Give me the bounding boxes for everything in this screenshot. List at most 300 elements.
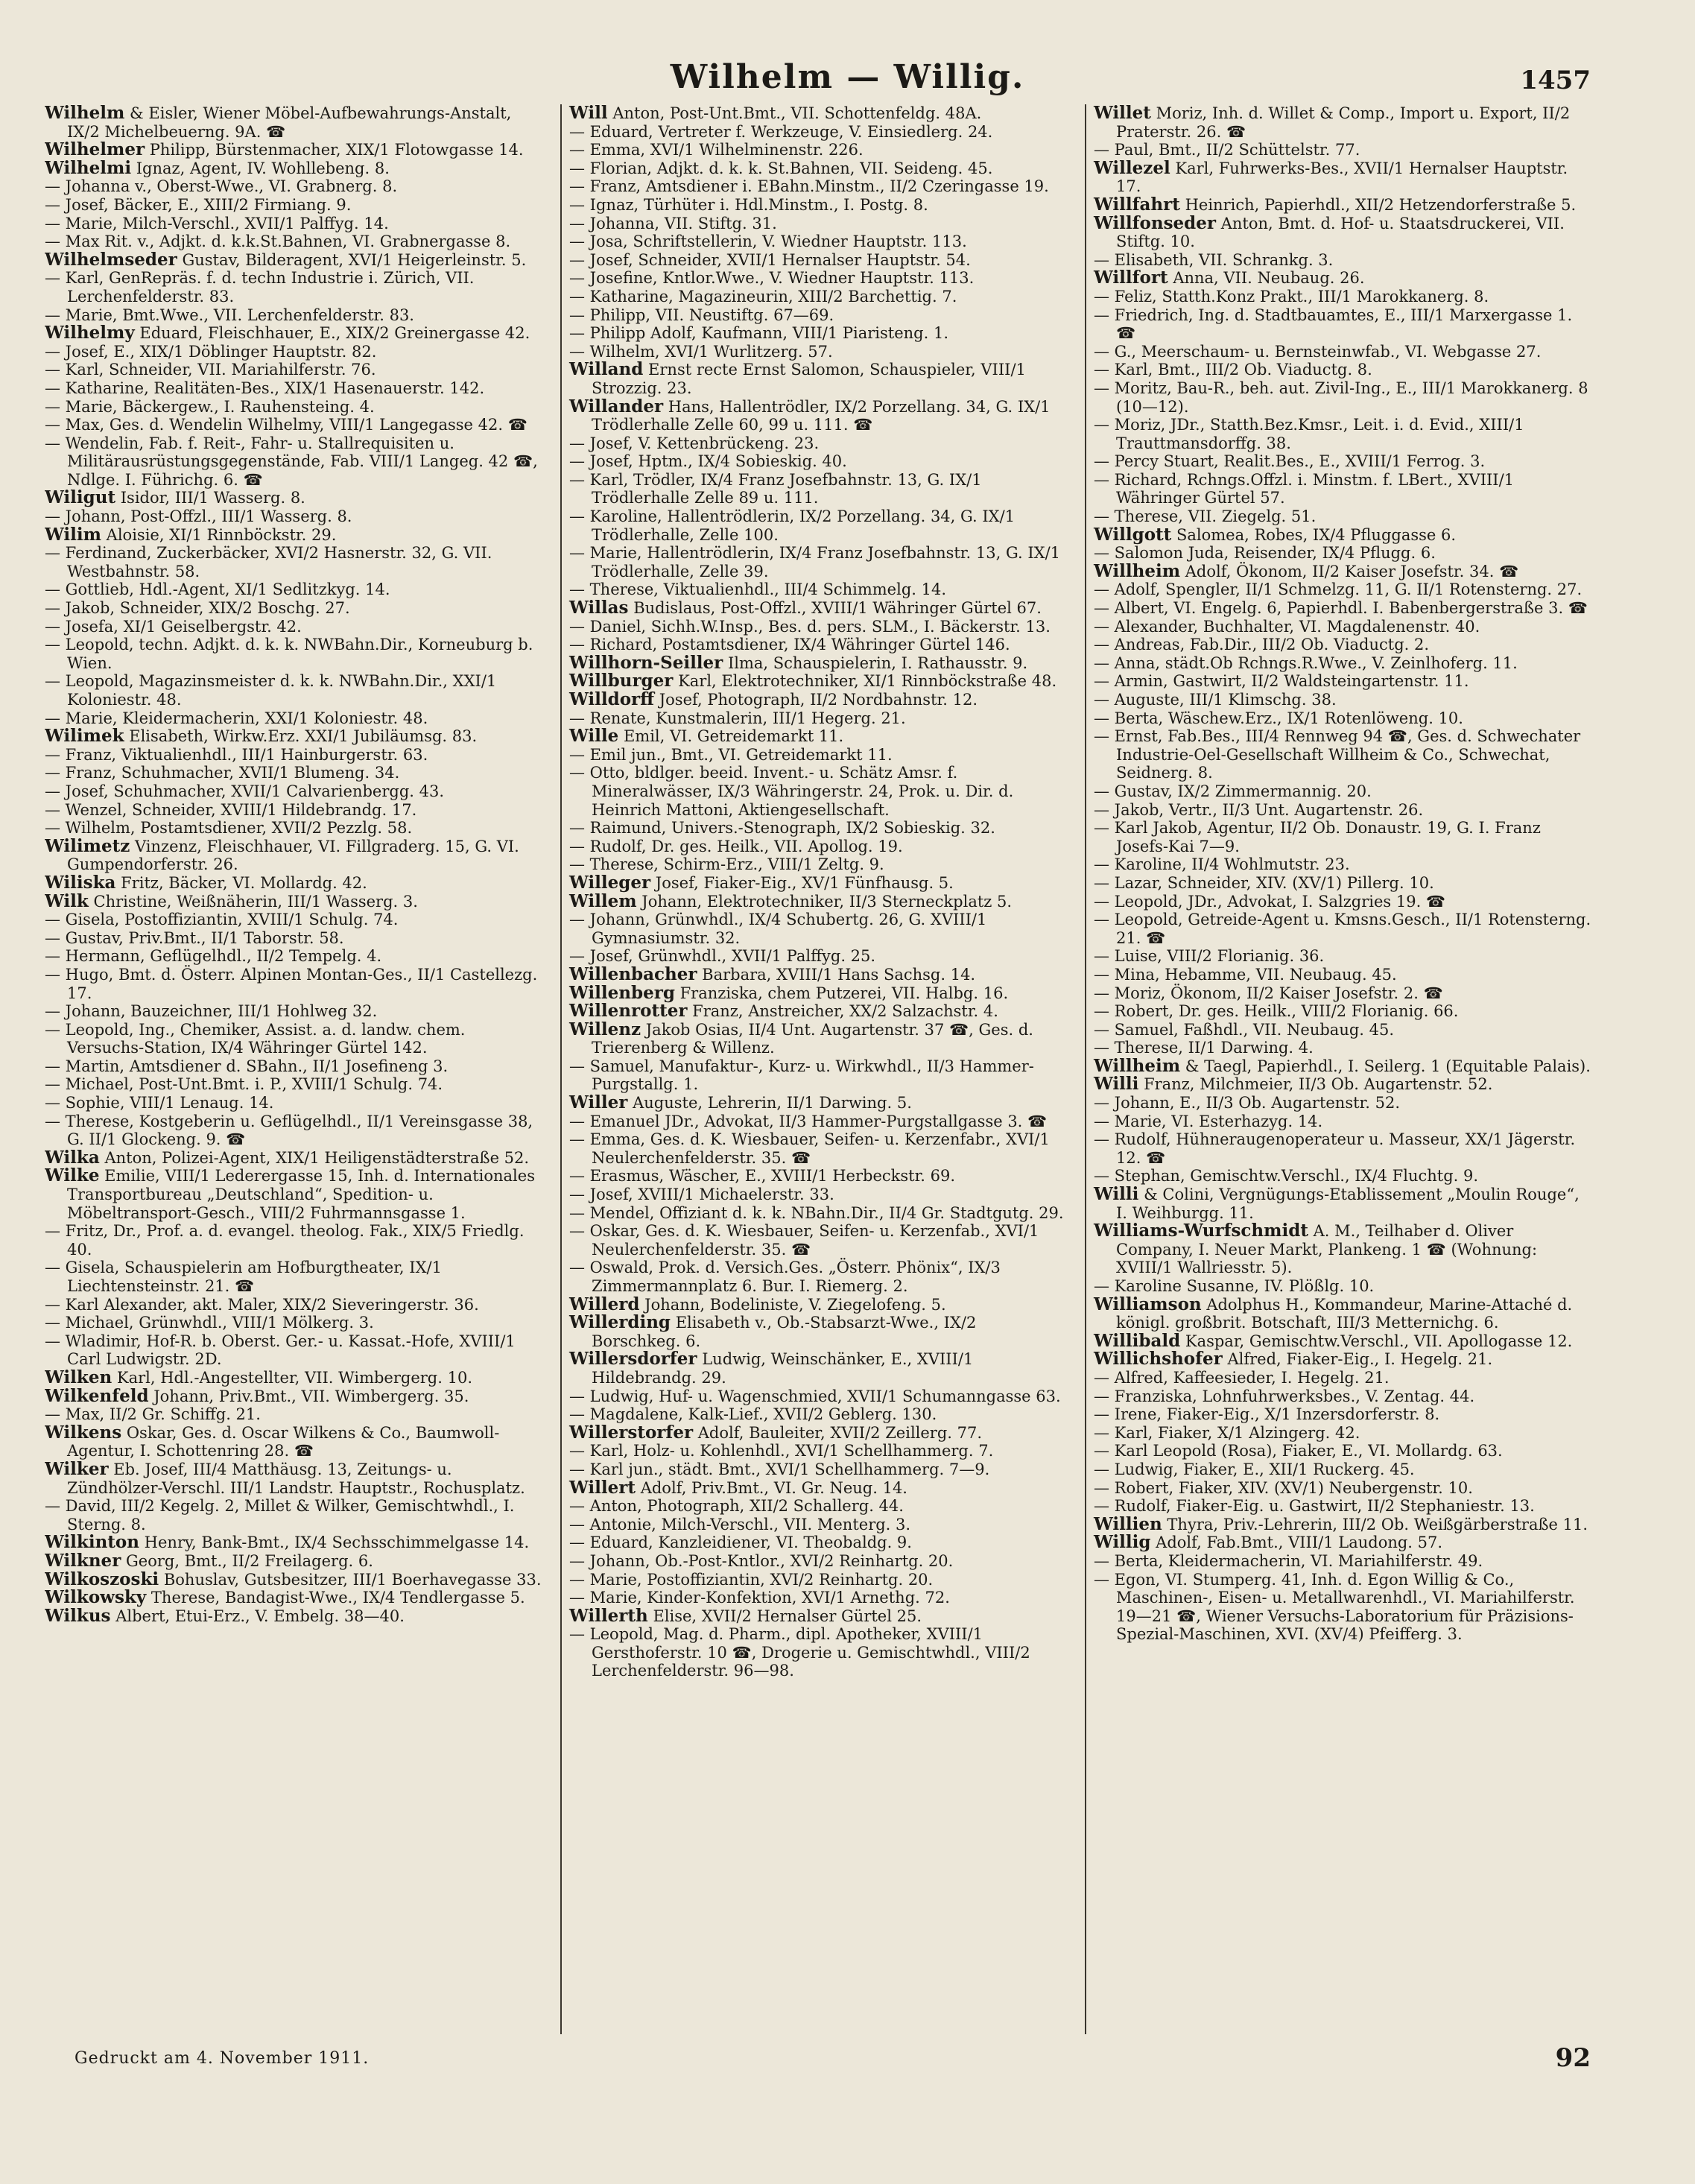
entry-surname: Willenberg bbox=[569, 982, 675, 1003]
directory-entry bbox=[1094, 893, 1594, 911]
entry-details: — Emanuel JDr., Advokat, II/3 Hammer-Purgstallgasse 3. ☎ bbox=[569, 1112, 1048, 1130]
directory-entry bbox=[1094, 1533, 1594, 1552]
directory-entry bbox=[1094, 874, 1594, 893]
directory-entry bbox=[1094, 1130, 1594, 1167]
entry-surname: Willer bbox=[569, 1092, 628, 1113]
entry-details: Adolf, Ökonom, II/2 Kaiser Josefstr. 34. ☎ bbox=[1185, 562, 1519, 580]
directory-entry bbox=[45, 1094, 545, 1112]
entry-surname: Wilkens bbox=[45, 1422, 122, 1443]
directory-entry bbox=[45, 835, 545, 874]
directory-entry bbox=[569, 1130, 1070, 1167]
directory-entry bbox=[1094, 560, 1594, 581]
directory-entry bbox=[569, 1405, 1070, 1424]
directory-entry bbox=[45, 1405, 545, 1424]
entry-surname: Willert bbox=[569, 1477, 636, 1498]
directory-entry bbox=[569, 764, 1070, 819]
directory-entry bbox=[569, 196, 1070, 215]
directory-entry bbox=[569, 838, 1070, 856]
entry-surname: Willig bbox=[1094, 1532, 1151, 1553]
directory-entry bbox=[45, 1296, 545, 1314]
directory-entry bbox=[45, 1112, 545, 1149]
entry-surname: Wilhelmi bbox=[45, 157, 132, 178]
entry-surname: Wilhelmseder bbox=[45, 249, 177, 270]
entry-details: — Auguste, III/1 Klimschg. 38. bbox=[1094, 691, 1337, 709]
directory-entry bbox=[1094, 507, 1594, 526]
directory-entry bbox=[45, 1607, 545, 1626]
directory-entry bbox=[569, 159, 1070, 178]
entry-details: Fritz, Bäcker, VI. Mollardg. 42. bbox=[121, 873, 367, 892]
directory-entry bbox=[1094, 1424, 1594, 1443]
entry-details: — Jakob, Schneider, XIX/2 Boschg. 27. bbox=[45, 599, 350, 618]
entry-details: — Therese, Schirm-Erz., VIII/1 Zeltg. 9. bbox=[569, 855, 884, 874]
directory-entry bbox=[569, 1021, 1070, 1057]
entry-details: — Josefa, XI/1 Geiselbergstr. 42. bbox=[45, 617, 302, 636]
entry-surname: Wilhelmer bbox=[45, 139, 145, 160]
directory-entry bbox=[569, 343, 1070, 361]
directory-entry bbox=[569, 672, 1070, 691]
entry-details: Elisabeth v., Ob.-Stabsarzt-Wwe., IX/2 Borschkeg. 6. bbox=[592, 1314, 977, 1350]
directory-entry bbox=[569, 1479, 1070, 1498]
entry-details: — Paul, Bmt., II/2 Schüttelstr. 77. bbox=[1094, 141, 1360, 159]
directory-entry bbox=[569, 1167, 1070, 1186]
directory-entry bbox=[1094, 580, 1594, 599]
directory-entry bbox=[45, 911, 545, 929]
entry-details: — Alfred, Kaffeesieder, I. Hegelg. 21. bbox=[1094, 1368, 1390, 1387]
entry-details: Eduard, Fleischhauer, E., XIX/2 Greinergasse 42. bbox=[139, 324, 530, 343]
directory-entry bbox=[1094, 819, 1594, 855]
entry-details: Thyra, Priv.-Lehrerin, III/2 Ob. Weißgärberstraße 11. bbox=[1167, 1515, 1588, 1533]
directory-entry bbox=[45, 232, 545, 251]
directory-entry bbox=[1094, 984, 1594, 1003]
directory-entry bbox=[569, 1057, 1070, 1094]
directory-entry bbox=[1094, 1039, 1594, 1057]
entry-details: Josef, Fiaker-Eig., XV/1 Fünfhausg. 5. bbox=[655, 873, 954, 892]
directory-entry bbox=[1094, 1222, 1594, 1277]
entry-details: — Philipp, VII. Neustiftg. 67—69. bbox=[569, 306, 834, 324]
entry-details: — Samuel, Faßhdl., VII. Neubaug. 45. bbox=[1094, 1020, 1395, 1039]
entry-details: Ignaz, Agent, IV. Wohllebeng. 8. bbox=[136, 159, 390, 177]
directory-entry bbox=[1094, 416, 1594, 452]
directory-entry bbox=[569, 1387, 1070, 1406]
entry-details: — Ludwig, Huf- u. Wagenschmied, XVII/1 Schumanngasse 63. bbox=[569, 1387, 1061, 1405]
directory-entry bbox=[1094, 1513, 1594, 1534]
directory-entry bbox=[1094, 288, 1594, 306]
entry-surname: Willem bbox=[569, 890, 637, 911]
entry-details: — Max, II/2 Gr. Schiffg. 21. bbox=[45, 1405, 261, 1424]
entry-details: — Johann, Post-Offzl., III/1 Wasserg. 8. bbox=[45, 507, 352, 526]
directory-entry bbox=[569, 855, 1070, 874]
directory-entry bbox=[1094, 1296, 1594, 1332]
directory-entry bbox=[569, 452, 1070, 471]
entry-surname: Willichshofer bbox=[1094, 1349, 1223, 1370]
directory-entry bbox=[1094, 1479, 1594, 1498]
directory-entry bbox=[569, 177, 1070, 196]
entry-details: — Robert, Fiaker, XIV. (XV/1) Neubergenstr. 10. bbox=[1094, 1478, 1473, 1497]
directory-entry bbox=[1094, 947, 1594, 966]
directory-entry bbox=[45, 1057, 545, 1076]
entry-details: — Johanna v., Oberst-Wwe., VI. Grabnerg. 8. bbox=[45, 177, 398, 196]
entry-details: Franz, Anstreicher, XX/2 Salzachstr. 4. bbox=[692, 1002, 998, 1021]
directory-entry bbox=[569, 1625, 1070, 1680]
entry-details: Therese, Bandagist-Wwe., IX/4 Tendlergasse 5. bbox=[151, 1589, 525, 1607]
entry-details: Ludwig, Weinschänker, E., XVIII/1 Hildebrandg. 29. bbox=[592, 1350, 974, 1387]
entry-details: — Robert, Dr. ges. Heilk., VIII/2 Florianig. 66. bbox=[1094, 1002, 1459, 1021]
directory-entry bbox=[45, 1002, 545, 1021]
entry-details: Christine, Weißnäherin, III/1 Wasserg. 3. bbox=[93, 892, 418, 911]
directory-entry bbox=[1094, 1350, 1594, 1369]
directory-entry bbox=[569, 580, 1070, 599]
directory-entry bbox=[45, 507, 545, 526]
entry-surname: Wilkenfeld bbox=[45, 1385, 149, 1406]
directory-entry bbox=[45, 343, 545, 361]
entry-details: — Emma, XVI/1 Wilhelminenstr. 226. bbox=[569, 141, 864, 159]
entry-details: — Eduard, Kanzleidiener, VI. Theobaldg. 9. bbox=[569, 1533, 912, 1552]
directory-entry bbox=[1094, 654, 1594, 673]
entry-surname: Wilkinton bbox=[45, 1532, 139, 1553]
entry-surname: Wille bbox=[569, 726, 619, 747]
entry-details: — Marie, Bmt.Wwe., VII. Lerchenfelderstr. 83. bbox=[45, 306, 414, 324]
directory-entry bbox=[45, 1589, 545, 1607]
entry-details: Elise, XVII/2 Hernalser Gürtel 25. bbox=[653, 1607, 922, 1625]
entry-details: — Leopold, Getreide-Agent u. Kmsns.Gesch., II/1 Rotensterng. 21. ☎ bbox=[1094, 911, 1591, 947]
entry-surname: Willfonseder bbox=[1094, 212, 1217, 233]
entry-surname: Wilkner bbox=[45, 1550, 121, 1571]
entry-details: — Michael, Grünwhdl., VIII/1 Mölkerg. 3. bbox=[45, 1314, 374, 1332]
directory-entry bbox=[569, 691, 1070, 709]
entry-surname: Willdorff bbox=[569, 689, 655, 709]
directory-entry bbox=[569, 1314, 1070, 1350]
entry-details: — Josef, Schuhmacher, XVII/1 Calvarienbergg. 43. bbox=[45, 782, 445, 800]
directory-entry bbox=[1094, 343, 1594, 361]
entry-details: Gustav, Bilderagent, XVI/1 Heigerleinstr. 5. bbox=[182, 250, 527, 269]
entry-details: Franziska, chem Putzerei, VII. Halbg. 16. bbox=[679, 984, 1009, 1002]
entry-details: Elisabeth, Wirkw.Erz. XXI/1 Jubiläumsg. 83. bbox=[129, 727, 478, 746]
directory-entry bbox=[569, 1094, 1070, 1112]
directory-entry bbox=[45, 215, 545, 233]
directory-entry bbox=[1094, 1075, 1594, 1094]
entry-details: Anton, Polizei-Agent, XIX/1 Heiligenstädterstraße 52. bbox=[104, 1148, 530, 1167]
entry-surname: Willerth bbox=[569, 1605, 648, 1626]
entry-details: — Oswald, Prok. d. Versich.Ges. „Österr. Phönix“, IX/3 Zimmermannplatz 6. Bur. I. Riemerg. 2. bbox=[569, 1259, 1001, 1295]
entry-details: — Karoline, Hallentrödlerin, IX/2 Porzellang. 34, G. IX/1 Trödlerhalle, Zelle 100. bbox=[569, 507, 1016, 544]
entry-details: — Sophie, VIII/1 Lenaug. 14. bbox=[45, 1094, 274, 1112]
directory-entry bbox=[1094, 251, 1594, 270]
entry-details: — Stephan, Gemischtw.Verschl., IX/4 Fluchtg. 9. bbox=[1094, 1167, 1479, 1186]
entry-details: Emil, VI. Getreidemarkt 11. bbox=[623, 727, 844, 746]
entry-details: — Feliz, Statth.Konz Prakt., III/1 Marokkanerg. 8. bbox=[1094, 287, 1489, 306]
directory-entry bbox=[1094, 911, 1594, 947]
entry-surname: Wiliska bbox=[45, 872, 116, 893]
entry-details: A. M., Teilhaber d. Oliver Company, I. Neuer Markt, Plankeng. 1 ☎ (Wohnung: XVIII/1 Wallriesstr. 5). bbox=[1116, 1222, 1538, 1277]
entry-details: — Ferdinand, Zuckerbäcker, XVI/2 Hasnerstr. 32, G. VII. Westbahnstr. 58. bbox=[45, 544, 492, 580]
directory-entry bbox=[45, 1332, 545, 1369]
entry-details: — Ludwig, Fiaker, E., XII/1 Ruckerg. 45. bbox=[1094, 1460, 1415, 1478]
entry-details: & Taegl, Papierhdl., I. Seilerg. 1 (Equitable Palais). bbox=[1185, 1057, 1591, 1075]
directory-entry bbox=[45, 1369, 545, 1387]
entry-details: — Karl Jakob, Agentur, II/2 Ob. Donaustr. 19, G. I. Franz Josefs-Kai 7—9. bbox=[1094, 819, 1541, 855]
entry-surname: Willet bbox=[1094, 104, 1151, 123]
directory-entry bbox=[569, 618, 1070, 636]
entry-details: — Therese, II/1 Darwing. 4. bbox=[1094, 1039, 1314, 1057]
entry-details: — Katharine, Magazineurin, XIII/2 Barchettig. 7. bbox=[569, 287, 957, 306]
directory-entry bbox=[45, 1222, 545, 1259]
directory-entry bbox=[45, 819, 545, 838]
directory-entry bbox=[569, 1296, 1070, 1314]
directory-entry bbox=[569, 636, 1070, 654]
directory-entry bbox=[1094, 691, 1594, 709]
entry-details: — Marie, Bäckergew., I. Rauhensteing. 4. bbox=[45, 397, 375, 416]
directory-entry bbox=[1094, 1002, 1594, 1021]
entry-surname: Willerstorfer bbox=[569, 1422, 694, 1443]
entry-details: Bohuslav, Gutsbesitzer, III/1 Boerhavegasse 33. bbox=[163, 1570, 542, 1589]
entry-details: — Irene, Fiaker-Eig., X/1 Inzersdorferstr. 8. bbox=[1094, 1405, 1440, 1424]
entry-details: & Eisler, Wiener Möbel-Aufbewahrungs-Anstalt, IX/2 Michelbeuerng. 9A. ☎ bbox=[67, 104, 512, 141]
directory-entry bbox=[45, 727, 545, 746]
directory-entry bbox=[569, 911, 1070, 947]
entry-details: Heinrich, Papierhdl., XII/2 Hetzendorferstraße 5. bbox=[1185, 195, 1577, 214]
entry-details: — Josef, Schneider, XVII/1 Hernalser Hauptstr. 54. bbox=[569, 250, 971, 269]
entry-details: Karl, Elektrotechniker, XI/1 Rinnböckstraße 48. bbox=[678, 672, 1057, 691]
entry-details: — Moriz, JDr., Statth.Bez.Kmsr., Leit. i. d. Evid., XIII/1 Trauttmansdorffg. 38. bbox=[1094, 416, 1524, 452]
entry-details: Alfred, Fiaker-Eig., I. Hegelg. 21. bbox=[1227, 1350, 1493, 1369]
entry-surname: Wilkoszoski bbox=[45, 1569, 159, 1589]
entry-details: — Max, Ges. d. Wendelin Wilhelmy, VIII/1 Langegasse 42. ☎ bbox=[45, 416, 527, 434]
entry-details: Ilma, Schauspielerin, I. Rathausstr. 9. bbox=[727, 653, 1028, 672]
entry-details: Anton, Bmt. d. Hof- u. Staatsdruckerei, VII. Stiftg. 10. bbox=[1116, 214, 1565, 251]
directory-entry bbox=[1094, 141, 1594, 159]
entry-surname: Willander bbox=[569, 396, 664, 417]
directory-entry bbox=[569, 727, 1070, 746]
directory-entry bbox=[1094, 269, 1594, 288]
entry-details: — Karl, GenRepräs. f. d. techn Industrie i. Zürich, VII. Lerchenfelderstr. 83. bbox=[45, 269, 475, 306]
directory-entry bbox=[45, 434, 545, 490]
directory-entry bbox=[1094, 966, 1594, 984]
directory-entry bbox=[1094, 1442, 1594, 1460]
entry-details: — Raimund, Univers.-Stenograph, IX/2 Sobieskig. 32. bbox=[569, 819, 995, 838]
directory-entry bbox=[45, 306, 545, 325]
entry-details: — Karl, Schneider, VII. Mariahilferstr. 76. bbox=[45, 361, 376, 379]
entry-details: — Franz, Amtsdiener i. EBahn.Minstm., II/2 Czeringasse 19. bbox=[569, 177, 1049, 196]
directory-entry bbox=[1094, 1094, 1594, 1112]
directory-entry bbox=[45, 1571, 545, 1589]
entry-details: — Karl, Fiaker, X/1 Alzingerg. 42. bbox=[1094, 1423, 1360, 1442]
entry-details: — Oskar, Ges. d. K. Wiesbauer, Seifen- u. Kerzenfab., XVI/1 Neulerchenfelderstr. 35. ☎ bbox=[569, 1222, 1039, 1259]
entry-details: Johann, Elektrotechniker, II/3 Sterneckplatz 5. bbox=[641, 892, 1013, 911]
entry-surname: Wilka bbox=[45, 1147, 100, 1168]
page-header-title: Wilhelm — Willig. bbox=[670, 58, 1025, 96]
entry-details: — Wenzel, Schneider, XVIII/1 Hildebrandg. 17. bbox=[45, 800, 417, 819]
entry-details: — Johann, Bauzeichner, III/1 Hohlweg 32. bbox=[45, 1002, 378, 1021]
entry-surname: Willhorn-Seiller bbox=[569, 652, 723, 673]
directory-entry bbox=[569, 232, 1070, 251]
entry-details: Ernst recte Ernst Salomon, Schauspieler, VIII/1 Strozzig. 23. bbox=[592, 361, 1026, 397]
directory-entry bbox=[569, 269, 1070, 288]
directory-entry bbox=[45, 636, 545, 672]
entry-details: Adolf, Priv.Bmt., VI. Gr. Neug. 14. bbox=[640, 1478, 907, 1497]
directory-entry bbox=[569, 1350, 1070, 1387]
entry-details: — Emil jun., Bmt., VI. Getreidemarkt 11. bbox=[569, 745, 893, 764]
entry-details: — Karl Alexander, akt. Maler, XIX/2 Sieveringerstr. 36. bbox=[45, 1295, 479, 1314]
directory-entry bbox=[1094, 1387, 1594, 1406]
directory-entry bbox=[1094, 471, 1594, 507]
directory-entry bbox=[1094, 1571, 1594, 1644]
directory-entry bbox=[45, 159, 545, 178]
entry-details: Adolf, Fab.Bmt., VIII/1 Laudong. 57. bbox=[1156, 1533, 1443, 1552]
directory-entry bbox=[569, 251, 1070, 270]
directory-entry bbox=[569, 306, 1070, 325]
entry-details: — Albert, VI. Engelg. 6, Papierhdl. I. Babenbergerstraße 3. ☎ bbox=[1094, 599, 1588, 618]
entry-details: — Lazar, Schneider, XIV. (XV/1) Pillerg. 10. bbox=[1094, 873, 1434, 892]
entry-details: — Leopold, Magazinsmeister d. k. k. NWBahn.Dir., XXI/1 Koloniestr. 48. bbox=[45, 672, 497, 709]
directory-entry bbox=[569, 1607, 1070, 1626]
entry-details: Georg, Bmt., II/2 Freilagerg. 6. bbox=[126, 1551, 373, 1570]
entry-details: — Marie, Kinder-Konfektion, XVI/1 Arnethg. 72. bbox=[569, 1589, 950, 1607]
directory-entry bbox=[569, 1571, 1070, 1589]
directory-entry bbox=[1094, 1186, 1594, 1222]
entry-details: — Anton, Photograph, XII/2 Schallerg. 44. bbox=[569, 1497, 904, 1516]
entry-surname: Willersdorfer bbox=[569, 1349, 697, 1370]
directory-entry bbox=[45, 1021, 545, 1057]
entry-details: — Salomon Juda, Reisender, IX/4 Pflugg. 6. bbox=[1094, 544, 1436, 563]
entry-details: — Marie, VI. Esterhazyg. 14. bbox=[1094, 1112, 1323, 1130]
entry-details: — Moriz, Ökonom, II/2 Kaiser Josefstr. 2. ☎ bbox=[1094, 984, 1443, 1002]
directory-entry bbox=[45, 104, 545, 141]
entry-details: — Josef, Bäcker, E., XIII/2 Firmiang. 9. bbox=[45, 195, 352, 214]
entry-details: Johann, Bodeliniste, V. Ziegelofeng. 5. bbox=[644, 1295, 946, 1314]
entry-details: — Gustav, Priv.Bmt., II/1 Taborstr. 58. bbox=[45, 928, 344, 947]
directory-entry bbox=[569, 947, 1070, 966]
column-3 bbox=[1085, 104, 1594, 2034]
entry-details: — G., Meerschaum- u. Bernsteinwfab., VI. Webgasse 27. bbox=[1094, 342, 1542, 361]
entry-details: Vinzenz, Fleischhauer, VI. Fillgraderg. 15, G. VI. Gumpendorferstr. 26. bbox=[67, 837, 519, 874]
entry-details: — Florian, Adjkt. d. k. k. St.Bahnen, VII. Seideng. 45. bbox=[569, 159, 993, 177]
entry-surname: Wilk bbox=[45, 890, 89, 911]
directory-entry bbox=[45, 672, 545, 709]
entry-details: Salomea, Robes, IX/4 Pfluggasse 6. bbox=[1176, 525, 1457, 544]
entry-surname: Wilke bbox=[45, 1165, 100, 1186]
entry-details: — Berta, Wäschew.Erz., IX/1 Rotenlöweng. 10. bbox=[1094, 709, 1463, 727]
print-date: Gedruckt am 4. November 1911. bbox=[75, 2049, 370, 2068]
entry-details: — Franziska, Lohnfuhrwerksbes., V. Zentag. 44. bbox=[1094, 1387, 1475, 1405]
entry-details: Johann, Priv.Bmt., VII. Wimbergerg. 35. bbox=[153, 1387, 469, 1405]
entry-details: — Otto, bldlger. beeid. Invent.- u. Schätz Amsr. f. Mineralwässer, IX/3 Währingerstr. 24, Prok. u. Dir. d. Heinrich Mattoni, Aktiengesellschaft. bbox=[569, 764, 1014, 819]
entry-details: — Hermann, Geflügelhdl., II/2 Tempelg. 4. bbox=[45, 947, 382, 966]
directory-entry bbox=[45, 709, 545, 728]
entry-details: — Michael, Post-Unt.Bmt. i. P., XVIII/1 Schulg. 74. bbox=[45, 1075, 443, 1094]
entry-details: — Katharine, Realitäten-Bes., XIX/1 Hasenauerstr. 142. bbox=[45, 379, 485, 397]
directory-columns bbox=[45, 104, 1594, 2034]
entry-details: Barbara, XVIII/1 Hans Sachsg. 14. bbox=[702, 965, 976, 984]
directory-entry bbox=[1094, 159, 1594, 196]
directory-entry bbox=[1094, 1021, 1594, 1039]
entry-surname: Willi bbox=[1094, 1184, 1139, 1205]
directory-entry bbox=[569, 890, 1070, 911]
entry-surname: Wiligut bbox=[45, 487, 116, 508]
entry-details: — Adolf, Spengler, II/1 Schmelzg. 11, G. II/1 Rotensterng. 27. bbox=[1094, 580, 1582, 599]
directory-entry bbox=[569, 599, 1070, 618]
directory-entry bbox=[569, 746, 1070, 765]
directory-entry bbox=[569, 1112, 1070, 1131]
entry-details: — Philipp Adolf, Kaufmann, VIII/1 Piaristeng. 1. bbox=[569, 324, 949, 343]
entry-surname: Willien bbox=[1094, 1513, 1162, 1534]
column-2 bbox=[560, 104, 1070, 2034]
entry-details: — Rudolf, Fiaker-Eig. u. Gastwirt, II/2 Stephaniestr. 13. bbox=[1094, 1497, 1535, 1516]
entry-details: — Luise, VIII/2 Florianig. 36. bbox=[1094, 947, 1325, 966]
entry-surname: Willenbacher bbox=[569, 963, 697, 984]
entry-details: Anna, VII. Neubaug. 26. bbox=[1173, 269, 1365, 288]
entry-details: — Antonie, Milch-Verschl., VII. Menterg. 3. bbox=[569, 1515, 911, 1533]
entry-details: Emilie, VIII/1 Lederergasse 15, Inh. d. Internationales Transportbureau „Deutschland“, Spedition- u. Möbeltransport-Gesch., VIII/2 Fuhrmannsgasse 1. bbox=[67, 1167, 535, 1222]
entry-surname: Will bbox=[569, 104, 608, 123]
entry-surname: Wilhelm bbox=[45, 104, 125, 123]
directory-entry bbox=[1094, 618, 1594, 636]
directory-entry bbox=[569, 1497, 1070, 1516]
entry-details: Philipp, Bürstenmacher, XIX/1 Flotowgasse 14. bbox=[149, 141, 524, 159]
directory-entry bbox=[45, 1424, 545, 1460]
entry-details: — Karl Leopold (Rosa), Fiaker, E., VI. Mollardg. 63. bbox=[1094, 1442, 1503, 1460]
directory-entry bbox=[45, 416, 545, 434]
directory-entry bbox=[569, 1442, 1070, 1460]
entry-surname: Willand bbox=[569, 359, 644, 380]
entry-details: — Alexander, Buchhalter, VI. Magdalenenstr. 40. bbox=[1094, 617, 1480, 636]
directory-entry bbox=[45, 1259, 545, 1295]
entry-details: — Marie, Postoffiziantin, XVI/2 Reinhartg. 20. bbox=[569, 1570, 934, 1589]
entry-details: — Friedrich, Ing. d. Stadtbauamtes, E., III/1 Marxergasse 1. ☎ bbox=[1094, 306, 1573, 343]
entry-details: — Erasmus, Wäscher, E., XVIII/1 Herbeckstr. 69. bbox=[569, 1167, 956, 1186]
entry-details: Franz, Milchmeier, II/3 Ob. Augartenstr. 52. bbox=[1144, 1075, 1493, 1094]
entry-details: — Josefine, Kntlor.Wwe., V. Wiedner Hauptstr. 113. bbox=[569, 269, 975, 288]
entry-details: — Rudolf, Dr. ges. Heilk., VII. Apollog. 19. bbox=[569, 837, 903, 855]
directory-entry bbox=[1094, 1552, 1594, 1571]
directory-entry bbox=[1094, 104, 1594, 141]
entry-details: — Mendel, Offiziant d. k. k. NBahn.Dir., II/4 Gr. Stadtgutg. 29. bbox=[569, 1203, 1064, 1222]
entry-details: — Leopold, Mag. d. Pharm., dipl. Apotheker, XVIII/1 Gersthoferstr. 10 ☎, Drogerie u. Gemischtwhdl., VIII/2 Lerchenfelderstr. 96—98. bbox=[569, 1625, 1030, 1680]
entry-details: — Fritz, Dr., Prof. a. d. evangel. theolog. Fak., XIX/5 Friedlg. 40. bbox=[45, 1222, 525, 1259]
entry-details: — Franz, Viktualienhdl., III/1 Hainburgerstr. 63. bbox=[45, 745, 428, 764]
directory-entry bbox=[569, 215, 1070, 233]
entry-details: — Johann, E., II/3 Ob. Augartenstr. 52. bbox=[1094, 1094, 1401, 1112]
directory-entry bbox=[1094, 379, 1594, 416]
entry-details: — Josa, Schriftstellerin, V. Wiedner Hauptstr. 113. bbox=[569, 232, 967, 251]
directory-entry bbox=[569, 709, 1070, 728]
entry-details: — Therese, VII. Ziegelg. 51. bbox=[1094, 507, 1317, 526]
directory-entry bbox=[569, 1002, 1070, 1021]
directory-entry bbox=[45, 764, 545, 782]
entry-surname: Willburger bbox=[569, 671, 674, 691]
entry-surname: Wilimek bbox=[45, 726, 124, 747]
directory-entry bbox=[1094, 1405, 1594, 1424]
entry-details: — Marie, Kleidermacherin, XXI/1 Koloniestr. 48. bbox=[45, 709, 428, 727]
entry-details: Kaspar, Gemischtw.Verschl., VII. Apollogasse 12. bbox=[1185, 1332, 1573, 1350]
entry-details: — Elisabeth, VII. Schrankg. 3. bbox=[1094, 250, 1334, 269]
entry-details: — Josef, V. Kettenbrückeng. 23. bbox=[569, 434, 820, 452]
directory-entry bbox=[569, 963, 1070, 984]
entry-details: — Johann, Grünwhdl., IX/4 Schubertg. 26, G. XVIII/1 Gymnasiumstr. 32. bbox=[569, 911, 987, 947]
entry-details: — Karoline Susanne, IV. Plößlg. 10. bbox=[1094, 1277, 1375, 1295]
directory-entry bbox=[1094, 801, 1594, 820]
directory-entry bbox=[569, 544, 1070, 580]
entry-details: — Ernst, Fab.Bes., III/4 Rennweg 94 ☎, Ges. d. Schwechater Industrie-Oel-Gesellschaft Willheim & Co., Schwechat, Seidnerg. 8. bbox=[1094, 727, 1581, 782]
entry-details: — Johann, Ob.-Post-Kntlor., XVI/2 Reinhartg. 20. bbox=[569, 1551, 954, 1570]
directory-entry bbox=[569, 1552, 1070, 1571]
directory-entry bbox=[45, 196, 545, 215]
entry-details: — Rudolf, Hühneraugenoperateur u. Masseur, XX/1 Jägerstr. 12. ☎ bbox=[1094, 1130, 1576, 1167]
directory-entry bbox=[45, 1075, 545, 1094]
entry-details: Budislaus, Post-Offzl., XVIII/1 Währinger Gürtel 67. bbox=[633, 599, 1042, 618]
entry-details: — Karl, Holz- u. Kohlenhdl., XVI/1 Schellhammerg. 7. bbox=[569, 1442, 994, 1460]
directory-entry bbox=[45, 618, 545, 636]
directory-entry bbox=[1094, 1112, 1594, 1131]
